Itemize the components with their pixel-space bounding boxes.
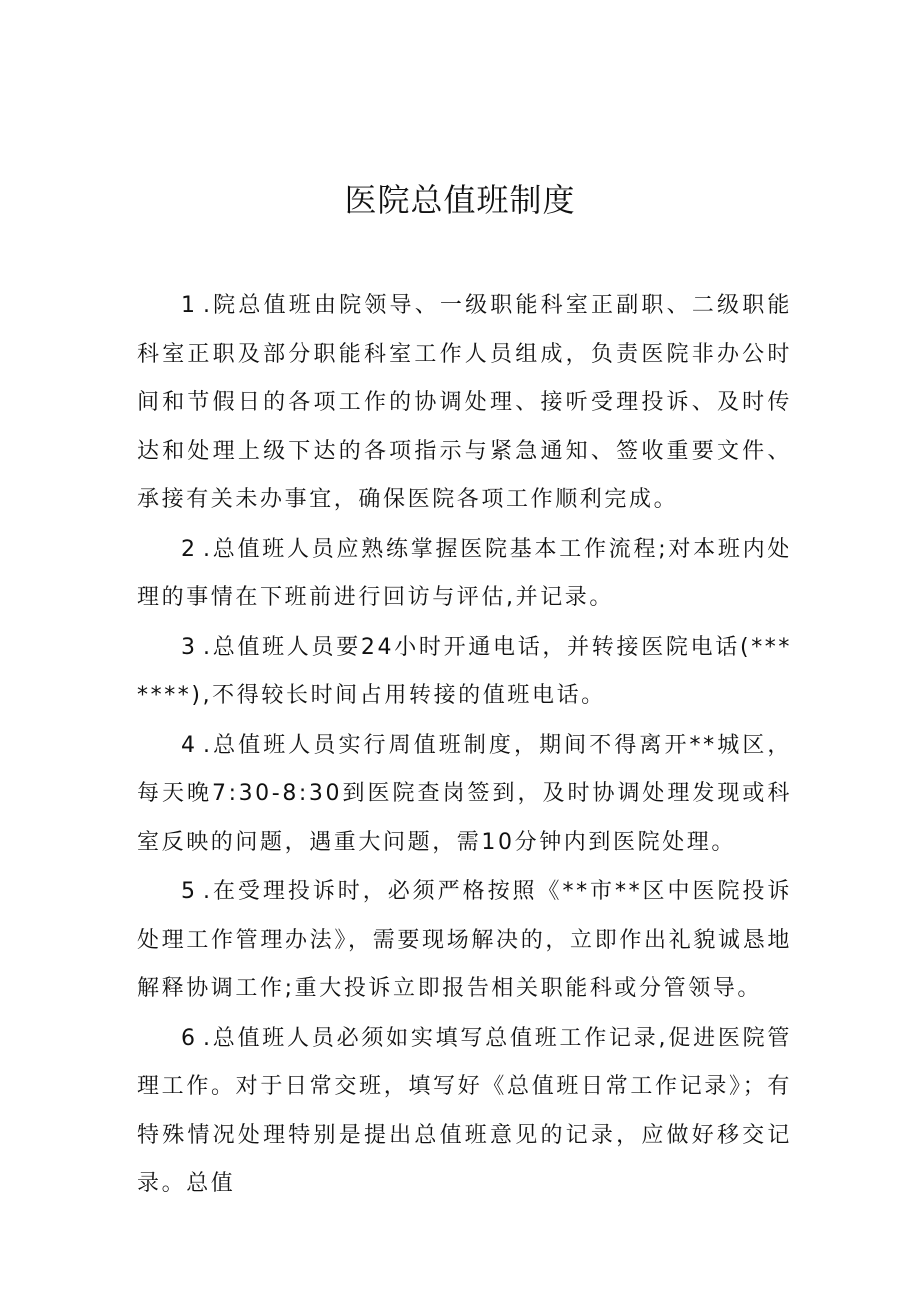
document-body — [137, 282, 792, 1209]
paragraph-number: 5 — [181, 879, 203, 904]
paragraph-text: .总值班人员应熟练掌握医院基本工作流程;对本班内处理的事情在下班前进行回访与评估,并记录。 — [137, 536, 792, 610]
paragraph-number: 2 — [181, 536, 203, 562]
paragraph-text: .总值班人员必须如实填写总值班工作记录,促进医院管理工作。对于日常交班，填写好《总值班日常工作记录》；有特殊情况处理特别是提出总值班意见的记录，应做好移交记录。总值 — [137, 1025, 792, 1196]
paragraph-text: .总值班人员要24小时开通电话，并转接医院电话(*******),不得较长时间占用转接的值班电话。 — [137, 634, 792, 708]
paragraph-number: 1 — [181, 293, 203, 318]
paragraph-5 — [137, 868, 792, 1014]
paragraph-number: 6 — [181, 1025, 203, 1051]
paragraph-text: .院总值班由院领导、一级职能科室正副职、二级职能科室正职及部分职能科室工作人员组成，负责医院非办公时间和节假日的各项工作的协调处理、接听受理投诉、及时传达和处理上级下达的各项指示与紧急通知、签收重要文件、承接有关未办事宜，确保医院各项工作顺利完成。 — [137, 293, 792, 512]
paragraph-text: .总值班人员实行周值班制度，期间不得离开**城区，每天晚7:30-8:30到医院查岗签到，及时协调处理发现或科室反映的问题，遇重大问题，需10分钟内到医院处理。 — [137, 732, 792, 855]
document-title: 医院总值班制度 — [344, 181, 576, 219]
paragraph-3 — [137, 624, 792, 721]
paragraph-number: 3 — [181, 634, 203, 660]
paragraph-1 — [137, 282, 792, 525]
paragraph-6 — [137, 1015, 792, 1209]
paragraph-2 — [137, 526, 792, 623]
paragraph-text: .在受理投诉时，必须严格按照《**市**区中医院投诉处理工作管理办法》，需要现场解决的，立即作出礼貌诚恳地解释协调工作;重大投诉立即报告相关职能科或分管领导。 — [137, 879, 792, 1001]
paragraph-4 — [137, 722, 792, 868]
paragraph-number: 4 — [181, 732, 203, 758]
